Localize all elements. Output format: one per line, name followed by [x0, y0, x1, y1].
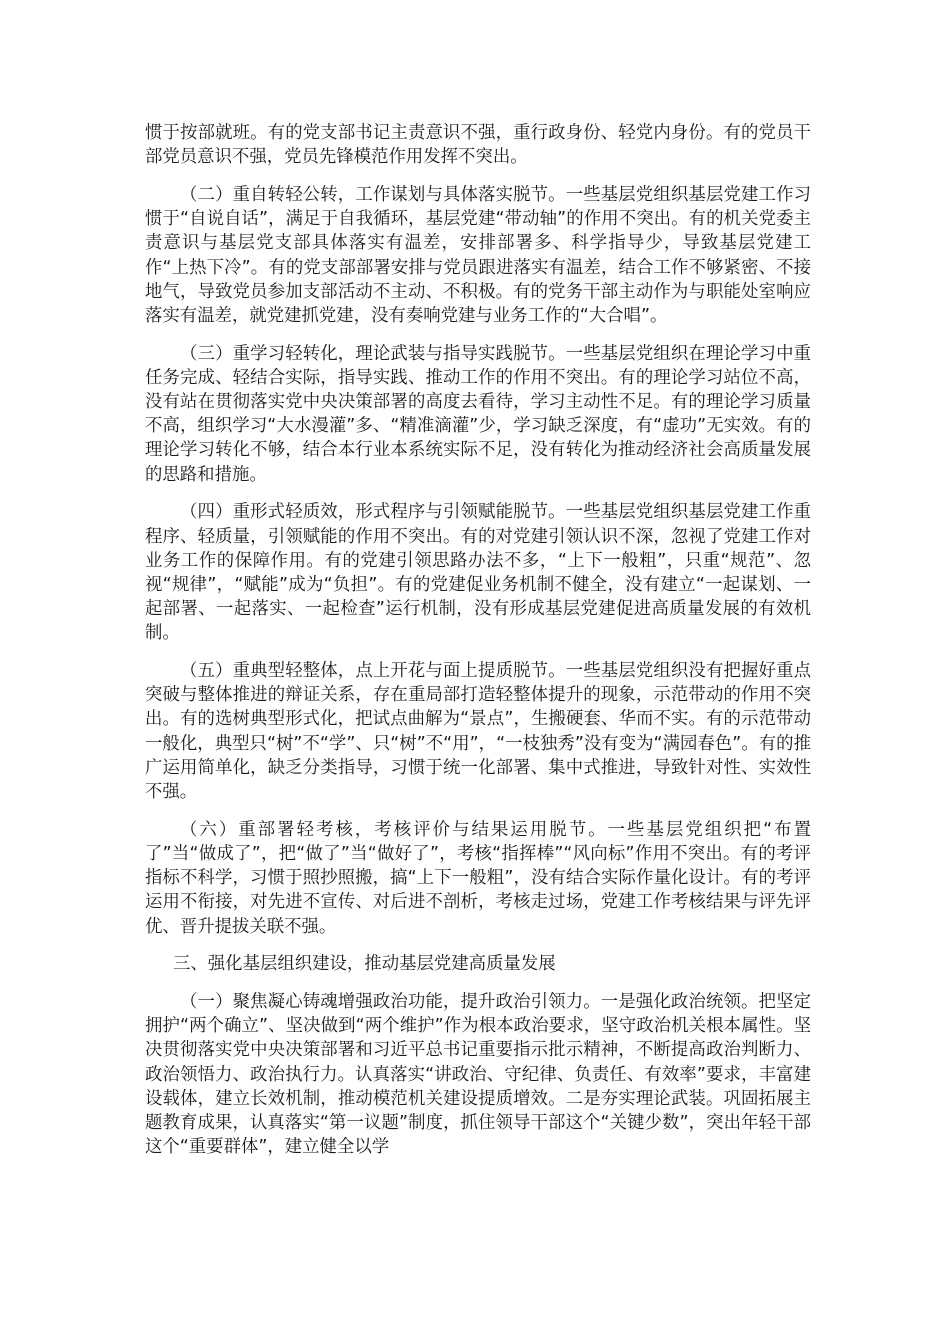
paragraph-section-3: （三）重学习轻转化，理论武装与指导实践脱节。一些基层党组织在理论学习中重任务完成、轻结合实际，指导实践、推动工作的作用不突出。有的理论学习站位不高，没有站在贯彻落实党中央决策部署的高度去看待，学习主动性不足。有的理论学习质量不高，组织学习“大水漫灌”多、“精准滴灌”少，学习缺乏深度，有“虚功”无实效。有的理论学习转化不够，结合本行业本系统实际不足，没有转化为推动经济社会高质量发展的思路和措施。 [145, 343, 811, 485]
paragraph-section-4: （四）重形式轻质效，形式程序与引领赋能脱节。一些基层党组织基层党建工作重程序、轻质量，引领赋能的作用不突出。有的对党建引领认识不深，忽视了党建工作对业务工作的保障作用。有的党建引领思路办法不多，“上下一般粗”，只重“规范”、忽视“规律”，“赋能”成为“负担”。有的党建促业务机制不健全，没有建立“一起谋划、一起部署、一起落实、一起检查”运行机制，没有形成基层党建促进高质量发展的有效机制。 [145, 502, 811, 644]
paragraph-section-2: （二）重自转轻公转，工作谋划与具体落实脱节。一些基层党组织基层党建工作习惯于“自说自话”，满足于自我循环，基层党建“带动轴”的作用不突出。有的机关党委主责意识与基层党支部具体落实有温差，安排部署多、科学指导少，导致基层党建工作“上热下冷”。有的党支部部署安排与党员跟进落实有温差，结合工作不够紧密、不接地气，导致党员参加支部活动不主动、不积极。有的党务干部主动作为与职能处室响应落实有温差，就党建抓党建，没有奏响党建与业务工作的“大合唱”。 [145, 184, 811, 326]
paragraph-section-5: （五）重典型轻整体，点上开花与面上提质脱节。一些基层党组织没有把握好重点突破与整体推进的辩证关系，存在重局部打造轻整体提升的现象，示范带动的作用不突出。有的选树典型形式化，把试点曲解为“景点”，生搬硬套、华而不实。有的示范带动一般化，典型只“树”不“学”、只“树”不“用”，“一枝独秀”没有变为“满园春色”。有的推广运用简单化，缺乏分类指导，习惯于统一化部署、集中式推进，导致针对性、实效性不强。 [145, 661, 811, 803]
document-page [145, 121, 811, 1173]
paragraph-section-6: （六）重部署轻考核，考核评价与结果运用脱节。一些基层党组织把“布置了”当“做成了”，把“做了”当“做好了”，考核“指挥棒”“风向标”作用不突出。有的考评指标不科学，习惯于照抄照搬，搞“上下一般粗”，没有结合实际作量化设计。有的考评运用不衔接，对先进不宣传、对后进不剖析，考核走过场，党建工作考核结果与评先评优、晋升提拔关联不强。 [145, 819, 811, 937]
paragraph-subsection-1: （一）聚焦凝心铸魂增强政治功能，提升政治引领力。一是强化政治统领。把坚定拥护“两个确立”、坚决做到“两个维护”作为根本政治要求，坚守政治机关根本属性。坚决贯彻落实党中央决策部署和习近平总书记重要指示批示精神，不断提高政治判断力、政治领悟力、政治执行力。认真落实“讲政治、守纪律、负责任、有效率”要求，丰富建设载体，建立长效机制，推动模范机关建设提质增效。二是夯实理论武装。巩固拓展主题教育成果，认真落实“第一议题”制度，抓住领导干部这个“关键少数”，突出年轻干部这个“重要群体”，建立健全以学 [145, 992, 811, 1158]
paragraph-continued: 惯于按部就班。有的党支部书记主责意识不强，重行政身份、轻党内身份。有的党员干部党员意识不强，党员先锋模范作用发挥不突出。 [145, 123, 811, 168]
section-heading-3: 三、强化基层组织建设，推动基层党建高质量发展 [173, 954, 556, 975]
